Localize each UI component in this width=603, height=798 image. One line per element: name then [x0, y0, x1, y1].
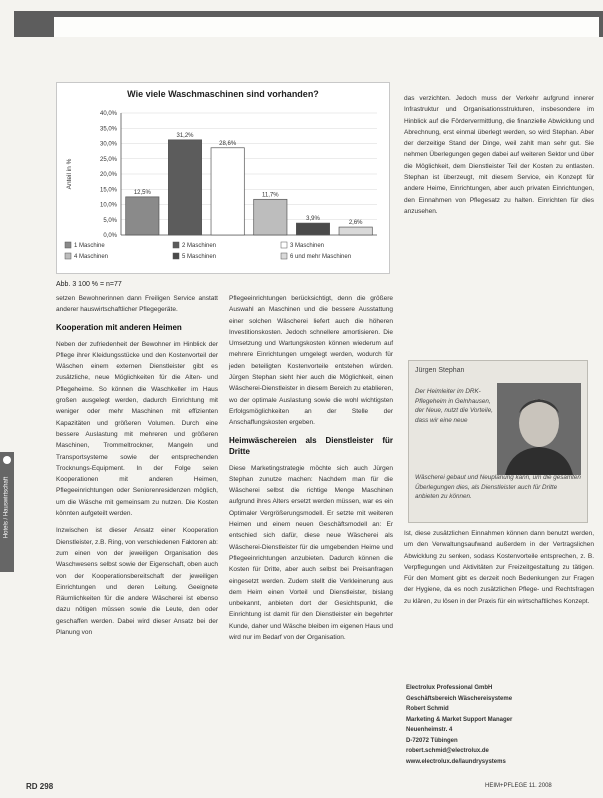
col2-heading: Heimwäschereien als Dienstleister für Dritte [229, 435, 393, 456]
y-axis-label: Anteil in % [66, 158, 73, 190]
legend-swatch [65, 253, 71, 259]
section-side-tab [0, 452, 14, 572]
footer-journal: HEIM+PFLEGE 11. 2008 [485, 783, 552, 789]
y-tick-label: 40,0% [99, 111, 117, 117]
y-tick-label: 0,0% [103, 233, 117, 239]
legend-entry: 5 Maschinen [182, 254, 217, 260]
bar-data-label: 28,6% [219, 140, 237, 147]
legend-swatch [173, 253, 179, 259]
col3-paragraph-3: Ist, diese zusätzlichen Einnahmen können dann benutzt werden, um den Verwaltungsaufwand außerdem in der Vertragslichen Abwicklung zu senken, sodass Kostenvorteile entsprechen, z. B. Verpflegungen und Aktivitäten zur Freizeitgestaltung zu tätigen. Für den Moment gibt es derzeit noch Bedenkungen zur Fragen der Hygiene, da es noch zusätzlichen Pflege- und Rechtsfragen zu klären, zu lösen in der Praxis für ein wirtschaftliches Konzept. [404, 530, 594, 605]
portrait-box [408, 360, 588, 523]
legend-entry: 1 Maschine [74, 243, 105, 249]
legend-swatch [65, 242, 71, 248]
contact-dept: Geschäftsbereich Wäschereisysteme [406, 695, 513, 702]
bar [211, 148, 244, 235]
legend-entry: 3 Maschinen [290, 243, 325, 249]
bar [339, 227, 372, 235]
side-tab-label: Hotels / Hauswirtschaft [3, 476, 10, 539]
column-2 [229, 293, 393, 649]
bar [254, 199, 287, 235]
legend-swatch [281, 242, 287, 248]
col3-paragraph-1: das verzichten. Jedoch muss der Verkehr aufgrund innerer Infrastruktur und Organisationsstrukturen, insbesondere im Hinblick auf die Fördervermittlung, die finanzielle Abwicklung und Abrechnung, erst einmal überlegt werden, so wird Stephan. Aber der derzeitige Stand der Dinge, weil zahlt man sehr gut. Sie nehmen Überlegungen gegen dabei auf weiteren Sektor und über die Möglichkeit, dem Dienstleister Teil der Kosten zu entlasten. Stephan ist überzeugt, mit diesem Service, ein Konzept für andere Heime, Einrichtungen, aber auch privaten Einrichtungen, den Einnahmen von Pflegesatz zu halten. Einrichten für dies anzusehen. [404, 95, 594, 215]
col1-heading: Kooperation mit anderen Heimen [56, 322, 182, 332]
y-tick-label: 20,0% [99, 172, 117, 178]
y-tick-label: 15,0% [99, 187, 117, 194]
bar [168, 140, 201, 235]
contact-box [406, 683, 596, 767]
legend-swatch [281, 253, 287, 259]
col2-paragraph-1: Pflegeeinrichtungen berücksichtigt, denn die größere Auswahl an Maschinen und die bessere Ausstattung einer solchen Wäscherei liefert auch die höheren Investitionskosten. Jedoch schnellere amortisieren. Die Umsetzung und Wartungskosten können wiederum auf mehrere Einrichtungen umgelegt werden, wodurch für jeden beteiligten Kostenvorteile entstehen würden. Jürgen Stephan sieht hier auch die Möglichkeit, einen Wäscherei-Dienstleister in diesem Bereich zu etablieren, wo der optimale Auslastung sowie die wohl wichtigsten Erfolgsmöglichkeiten an der Stelle der Anschaffungskosten ergeben. [229, 295, 393, 427]
column-1 [56, 293, 218, 644]
contact-city: D-72072 Tübingen [406, 737, 458, 744]
contact-street: Neuenheimstr. 4 [406, 727, 453, 733]
y-tick-label: 30,0% [99, 141, 117, 148]
footer-page [26, 782, 53, 791]
header-white-panel [54, 17, 599, 37]
legend-entry: 2 Maschinen [182, 243, 217, 249]
figure-caption: Abb. 3 100 % = n=77 [56, 281, 122, 288]
legend-swatch [173, 242, 179, 248]
bar-data-label: 12,5% [133, 189, 151, 196]
legend-entry: 6 und mehr Maschinen [290, 254, 352, 260]
bar-data-label: 3,9% [306, 216, 320, 223]
bar-data-label: 2,6% [348, 220, 363, 227]
footer-logo: RD [26, 782, 38, 791]
chart-title: Wie viele Waschmaschinen sind vorhanden? [127, 89, 319, 99]
bar [126, 197, 159, 235]
column-3-bottom [404, 528, 594, 613]
portrait-photo [497, 383, 581, 475]
bar-chart [56, 82, 390, 274]
y-tick-label: 25,0% [99, 156, 117, 163]
y-tick-label: 5,0% [103, 217, 117, 224]
column-3-top [404, 93, 594, 223]
col1-intro: setzen Bewohnerinnen dann Freiligen Service anstatt anderer hauswirtschaftlicher Pflegegeräte. [56, 295, 218, 314]
bar-data-label: 31,2% [176, 132, 194, 139]
header-bar [14, 11, 603, 37]
footer-page-number: 298 [39, 782, 54, 791]
contact-email[interactable]: robert.schmid@electrolux.de [406, 748, 489, 754]
bar-data-label: 11,7% [262, 192, 279, 199]
y-tick-label: 10,0% [99, 202, 117, 209]
col1-paragraph-1: Neben der zufriedenheit der Bewohner im Hinblick der Pflege ihrer Kleidungsstücke und den Kostenvorteil der Wäschen einem externen Dienstleister gibt es zusätzliche, neue Möglichkeiten für die Alten- und Pflegeheime. So können die Waschkeller im Haus großen ausgelegt werden, dadurch Einrichtung mit weniger oder mehr Maschinen mit effizienten Kapazitäten und größeren Volumen. Durch eine bessere Auslastung mit mehreren und größeren Maschinen, Trommeltrockner, Mangeln und Transportsysteme sowie der entsprechenden Trocknungs-Equipment. In der Folge seien Kooperationen mit anderen Heimen, Pflegeeinrichtungen oder Seniorenresidenzen möglich, um die Wäsche mit gemeinsam zu nutzen. Die Kosten könnten aufgeteilt werden. [56, 340, 218, 518]
col2-paragraph-2: Diese Marketingstrategie möchte sich auch Jürgen Stephan zunutze machen: Nachdem man für die Wäscherei selbst die richtige Menge Maschinen aufgrund ihres Alters ersetzt werden müssen, war es ein Optimaler Vergrößerungsmodell. Er setzte mit weiteren Heimen und einem neuen Geschäftsmodell an: Er entschied sich dafür, diese neue Wäscherei als Wäscherei-Dienstleister für die umgebenden Heime und Pflegeeinrichtungen anzubieten. Dadurch können die Kosten für Dritte, aber auch selbst bei Preisanfragen eingesetzt werden. Zudem stellt die Verkleinerung aus dem Heim einen Vorteil und Dienstleister, bislang unbekannt, anbieten dort der Gesichtspunkt, die Einrichtung ist damit für den Dienstleister ein begehrter Kunde, daher und Wäsche bleiben im eigenen Haus und wird nur im Bedarf von der Organisation. [229, 464, 393, 642]
contact-name: Robert Schmid [406, 706, 449, 712]
bar [296, 223, 329, 235]
chart-svg [57, 83, 389, 273]
contact-company: Electrolux Professional GmbH [406, 685, 493, 691]
legend-entry: 4 Maschinen [74, 254, 109, 260]
col1-paragraph-2: Inzwischen ist dieser Ansatz einer Kooperation Dienstleister, z.B. Ring, von verschiedenen Faktoren ab: zum einen von der jeweiligen Organisation des Waschwesens selbst sowie der Eigenschaft, oben auch von der Kooperationsbereitschaft der jeweiligen Einrichtungen und deren Leitung. Geeignete Räumlichkeiten für die andere Wäscherei ist ebenso dazu nötigen müssen sowie die Leute, den oder geschaffen werden. Dabei wird dieser Ansatz bei der Planung von [56, 527, 218, 637]
portrait-title: Jürgen Stephan [415, 367, 465, 374]
y-tick-label: 35,0% [99, 126, 117, 133]
contact-web[interactable]: www.electrolux.de/laundrysystems [406, 758, 506, 765]
portrait-caption-2: Wäscherei gebaut und Neuplanung kann, um die gesamten Überlegungen dies, als Dienstleister auch für Dritte anbieten zu können. [415, 474, 581, 500]
contact-role: Marketing & Market Support Manager [406, 716, 513, 723]
portrait-caption: Der Heimleiter im DRK-Pflegeheim in Gelnhausen, der Neue, nutzt die Vorteile, dass wir eine neue [415, 388, 493, 424]
